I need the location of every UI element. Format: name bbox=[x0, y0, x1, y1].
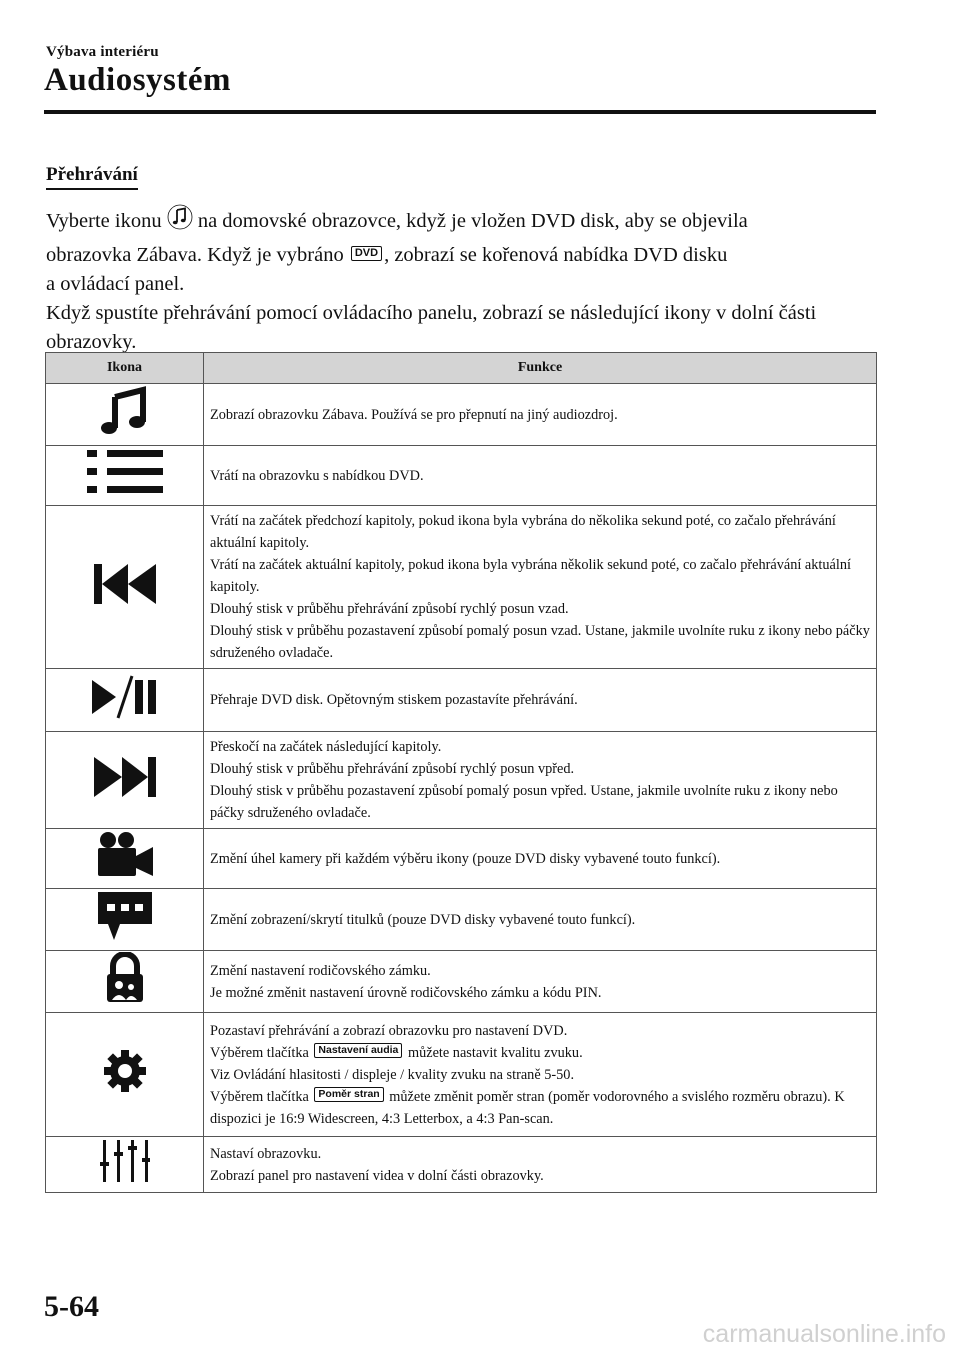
column-header-function: Funkce bbox=[204, 353, 877, 384]
description-text: Výběrem tlačítka bbox=[210, 1044, 309, 1061]
description-line: Přehraje DVD disk. Opětovným stiskem pozastavíte přehrávání. bbox=[210, 692, 578, 708]
table-row bbox=[46, 732, 877, 829]
icon-function-table bbox=[45, 352, 877, 1193]
intro-line2-b: , zobrazí se kořenová nabídka DVD disku bbox=[384, 244, 728, 266]
icon-cell bbox=[46, 829, 204, 889]
description-line: Zobrazí obrazovku Zábava. Používá se pro přepnutí na jiný audiozdroj. bbox=[210, 406, 618, 423]
description-cell bbox=[204, 1137, 877, 1193]
description-cell bbox=[204, 446, 877, 506]
description-line: Změní nastavení rodičovského zámku. bbox=[210, 962, 431, 979]
intro-line1-a: Vyberte ikonu bbox=[46, 210, 162, 233]
description-cell bbox=[204, 951, 877, 1013]
table-row bbox=[46, 951, 877, 1013]
camera-angle-icon bbox=[95, 830, 155, 880]
audio-settings-button-label: Nastavení audia bbox=[314, 1043, 402, 1058]
description-text: můžete nastavit kvalitu zvuku. bbox=[407, 1044, 583, 1061]
description-line: Přeskočí na začátek následující kapitoly. bbox=[210, 739, 442, 755]
description-line: Dlouhý stisk v průběhu pozastavení způsobí pomalý posun vpřed. Ustane, jakmile uvolníte ruku z ikony nebo páčky sdruženého ovladače. bbox=[210, 783, 838, 821]
icon-cell bbox=[46, 669, 204, 732]
dvd-badge: DVD bbox=[351, 246, 382, 261]
page-title: Audiosystém bbox=[44, 62, 232, 98]
description-cell bbox=[204, 384, 877, 446]
table-row bbox=[46, 669, 877, 732]
table-row bbox=[46, 506, 877, 669]
description-line: Dlouhý stisk v průběhu přehrávání způsobí rychlý posun vzad. bbox=[210, 601, 569, 617]
music-note-icon bbox=[95, 385, 155, 437]
description-cell bbox=[204, 829, 877, 889]
aspect-ratio-button-label: Poměr stran bbox=[314, 1087, 383, 1102]
icon-cell bbox=[46, 951, 204, 1013]
settings-gear-icon bbox=[103, 1049, 147, 1093]
description-line: Zobrazí panel pro nastavení videa v dolní části obrazovky. bbox=[210, 1167, 544, 1184]
subtitle-icon bbox=[96, 890, 154, 942]
watermark: carmanualsonline.info bbox=[702, 1320, 946, 1348]
description-line: Je možné změnit nastavení úrovně rodičovského zámku a kódu PIN. bbox=[210, 984, 602, 1001]
table-row bbox=[46, 889, 877, 951]
description-line: Vrátí na obrazovku s nabídkou DVD. bbox=[210, 467, 424, 484]
table-row bbox=[46, 829, 877, 889]
icon-cell bbox=[46, 732, 204, 829]
icon-cell bbox=[46, 1137, 204, 1193]
table-row bbox=[46, 1137, 877, 1193]
description-line bbox=[210, 1086, 870, 1130]
description-cell bbox=[204, 506, 877, 669]
table-row bbox=[46, 1013, 877, 1137]
intro-paragraph-1 bbox=[46, 204, 876, 299]
description-line: Nastaví obrazovku. bbox=[210, 1145, 322, 1162]
description-text: můžete změnit poměr stran (poměr vodorovného a svislého rozměru obrazu). K dispozici je 16:9 Widescreen, 4:3 Letterbox, a 4:3 Pan-scan. bbox=[210, 1088, 845, 1127]
table-header-row bbox=[46, 353, 877, 384]
intro-line3: a ovládací panel. bbox=[46, 273, 185, 295]
description-text: Výběrem tlačítka bbox=[210, 1088, 309, 1105]
music-note-icon bbox=[167, 204, 193, 241]
intro-line2-a: obrazovka Zábava. Když je vybráno bbox=[46, 244, 344, 266]
table-row bbox=[46, 446, 877, 506]
description-cell bbox=[204, 732, 877, 829]
previous-track-icon bbox=[92, 562, 158, 606]
description-line: Změní zobrazení/skrytí titulků (pouze DVD disky vybavené touto funkcí). bbox=[210, 911, 636, 928]
description-line: Viz Ovládání hlasitosti / displeje / kvality zvuku na straně 5-50. bbox=[210, 1066, 575, 1083]
list-menu-icon bbox=[85, 448, 165, 496]
icon-cell bbox=[46, 506, 204, 669]
play-pause-icon bbox=[90, 674, 160, 720]
icon-cell bbox=[46, 384, 204, 446]
intro-text bbox=[46, 204, 876, 357]
description-cell bbox=[204, 889, 877, 951]
parental-lock-icon bbox=[103, 952, 147, 1004]
description-line: Vrátí na začátek předchozí kapitoly, pokud ikona byla vybrána do několika sekund poté, co začalo přehrávání aktuální kapitoly. bbox=[210, 513, 836, 551]
description-cell bbox=[204, 669, 877, 732]
description-line: Vrátí na začátek aktuální kapitoly, pokud ikona byla vybrána několik sekund poté, co začalo přehrávání aktuální kapitoly. bbox=[210, 557, 851, 595]
description-line: Změní úhel kamery při každém výběru ikony (pouze DVD disky vybavené touto funkcí). bbox=[210, 850, 721, 867]
description-line bbox=[210, 1042, 870, 1064]
description-line: Dlouhý stisk v průběhu přehrávání způsobí rychlý posun vpřed. bbox=[210, 761, 575, 777]
next-track-icon bbox=[92, 755, 158, 799]
icon-cell bbox=[46, 446, 204, 506]
table-row bbox=[46, 384, 877, 446]
title-rule bbox=[44, 110, 876, 114]
icon-cell bbox=[46, 1013, 204, 1137]
intro-paragraph-2: Když spustíte přehrávání pomocí ovládacího panelu, zobrazí se následující ikony v dolní části obrazovky. bbox=[46, 302, 817, 353]
intro-line1-b: na domovské obrazovce, když je vložen DVD disk, aby se objevila bbox=[197, 210, 748, 233]
description-cell bbox=[204, 1013, 877, 1137]
description-line: Pozastaví přehrávání a zobrazí obrazovku pro nastavení DVD. bbox=[210, 1022, 568, 1039]
page-number: 5-64 bbox=[44, 1290, 99, 1323]
icon-cell bbox=[46, 889, 204, 951]
description-line: Dlouhý stisk v průběhu pozastavení způsobí pomalý posun vzad. Ustane, jakmile uvolníte ruku z ikony nebo páčky sdruženého ovladače. bbox=[210, 623, 870, 661]
section-label: Výbava interiéru bbox=[46, 44, 159, 60]
subheading: Přehrávání bbox=[46, 164, 138, 190]
video-equalizer-icon bbox=[100, 1138, 150, 1184]
column-header-icon: Ikona bbox=[46, 353, 204, 384]
